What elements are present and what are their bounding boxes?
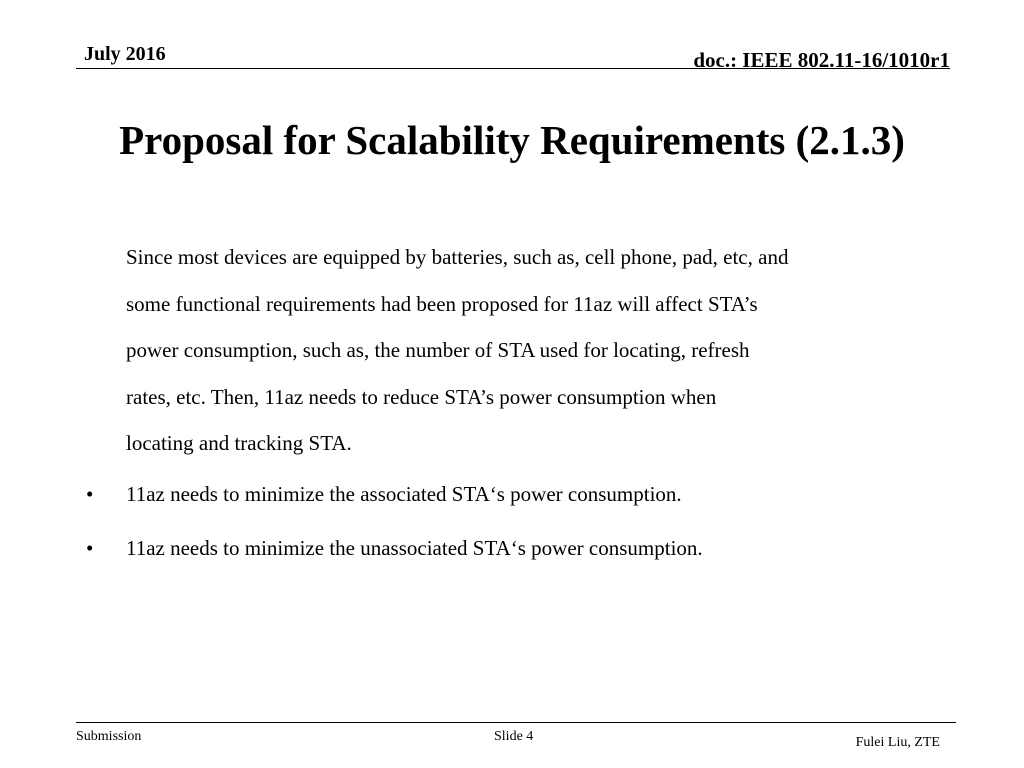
paragraph-line: Since most devices are equipped by batteries, such as, cell phone, pad, etc, and	[126, 245, 789, 269]
bullet-icon: •	[86, 482, 94, 506]
paragraph-line: power consumption, such as, the number of STA used for locating, refresh	[126, 338, 750, 362]
footer-submission-label: Submission	[76, 729, 142, 744]
bullet-item-associated	[86, 480, 956, 508]
bullet-icon: •	[86, 536, 94, 560]
bullet-text: 11az needs to minimize the unassociated STA‘s power consumption.	[126, 536, 703, 560]
header-document-id: doc.: IEEE 802.11-16/1010r1	[693, 48, 950, 72]
paragraph-line: rates, etc. Then, 11az needs to reduce STA’s power consumption when	[126, 384, 717, 409]
bullet-item-unassociated	[86, 534, 956, 562]
paragraph-line: locating and tracking STA.	[126, 431, 352, 455]
footer-author: Fulei Liu, ZTE	[855, 735, 940, 750]
slide-title: Proposal for Scalability Requirements (2.1.3)	[119, 117, 905, 163]
body-paragraph	[126, 234, 956, 467]
paragraph-line: some functional requirements had been proposed for 11az will affect STA’s	[126, 291, 758, 316]
footer-slide-number: Slide 4	[494, 729, 534, 744]
bullet-text: 11az needs to minimize the associated STA‘s power consumption.	[126, 482, 682, 506]
header-date: July 2016	[84, 43, 166, 65]
footer-divider	[76, 722, 956, 723]
header-divider	[76, 68, 950, 69]
